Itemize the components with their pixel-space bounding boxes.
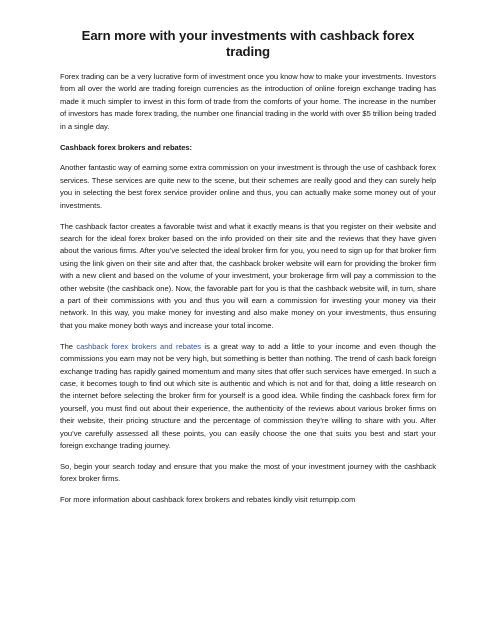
document-title: Earn more with your investments with cashback forex trading [81,28,415,59]
paragraph-cashback-services: Another fantastic way of earning some extra commission on your investment is through the use of cashback forex services. These services are quite new to the scene, but their schemes are really good and they can surely help you in selecting the best forex service provider online and thus, you can actually make some money out of your investments. [60,163,436,210]
paragraph-cashback-factor: The cashback factor creates a favorable twist and what it exactly means is that you register on their website and search for the ideal forex broker based on the info provided on their site and the reviews that they have given about the various firms. After you’ve selected the ideal broker firm for you, you need to sign up for that broker firm using the link given on their site and after that, the cashback broker website will earn for providing the broker firm with a new client and based on the volume of your investment, your brokerage firm will pay a commission to the other website (the cashback one). Now, the favorable part for you is that the cashback website will, in turn, share a part of their commissions with you and thus you will earn a commission for investing your money via their network. In this way, you make money for investing and also make money on your investments, thus ensuring that you make money both ways and increase your total income. [60,221,436,330]
paragraph-more-info: For more information about cashback forex brokers and rebates kindly visit returnpip.com [60,495,356,505]
intro-paragraph: Forex trading can be a very lucrative form of investment once you know how to make your investments. Investors from all over the world are trading foreign currencies as the introduction of online foreign exchange trading has made it much simpler to invest in this form of trade from the comforts of your home. The increase in the number of investors has made forex trading, the number one financial trading in the world with over $5 trillion being traded in a single day. [60,72,436,131]
paragraph-prefix: The [60,341,77,351]
paragraph-cashback-brokers [60,341,436,453]
paragraph-begin-search: So, begin your search today and ensure that you make the most of your investment journey with the cashback forex broker firms. [60,461,436,484]
section-heading: Cashback forex brokers and rebates: [60,142,193,152]
paragraph-rest: is a great way to add a little to your income and even though the commissions you earn may not be very high, but something is better than nothing. The trend of cash back foreign exchange trading has rapidly gained momentum and many sites that offer such services have emerged. In such a case, it becomes tough to find out which site is authentic and which is not and for that, doing a little research on the internet before selecting the broker firm for yourself is a good idea. While finding the cashback forex firm for yourself, you must find out about their experience, the authenticity of the reviews about various broker firms on their website, their pricing structure and the percentage of commission they’re willing to share with you. After you’ve carefully assessed all these points, you can easily choose the one that suits you best and start your foreign exchange trading journey. [60,341,436,450]
cashback-brokers-link[interactable]: cashback forex brokers and rebates [76,341,201,351]
